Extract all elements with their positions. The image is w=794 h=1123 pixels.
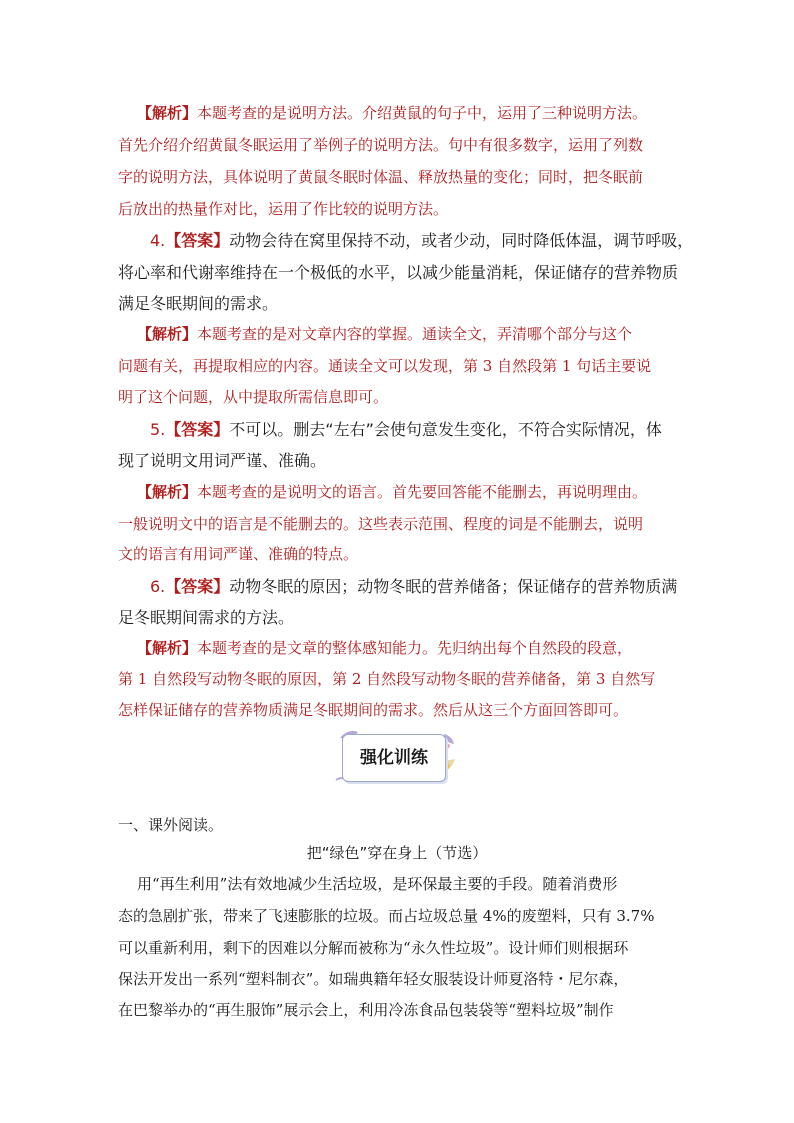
q4-analysis-line-3: 明了这个问题，从中提取所需信息即可。 xyxy=(118,388,389,406)
analysis-label: 【解析】 xyxy=(137,639,198,657)
q3-analysis-line-3: 字的说明方法，具体说明了黄鼠冬眠时体温、释放热量的变化；同时，把冬眠前 xyxy=(118,168,644,186)
q4-answer-line-2: 将心率和代谢率维持在一个极低的水平，以减少能量消耗，保证储存的营养物质 xyxy=(118,263,679,282)
q6-analysis-line-3: 怎样保证储存的营养物质满足冬眠期间的需求。然后从这三个方面回答即可。 xyxy=(118,701,629,719)
q4-answer-line-1: 4.【答案】动物会待在窝里保持不动，或者少动，同时降低体温，调节呼吸， xyxy=(150,231,694,250)
analysis-label: 【解析】 xyxy=(137,104,198,122)
q5-answer-line-1: 5.【答案】不可以。删去“左右”会使句意发生变化，不符合实际情况，体 xyxy=(150,420,662,439)
answer-label: 【答案】 xyxy=(165,577,230,596)
q4-analysis-line-2: 问题有关，再提取相应的内容。通读全文可以发现，第 3 自然段第 1 句话主要说 xyxy=(118,357,652,375)
article-paragraph-line-5: 在巴黎举办的“再生服饰”展示会上，利用冷冻食品包装袋等“塑料垃圾”制作 xyxy=(118,1001,614,1019)
q4-answer-line-3: 满足冬眠期间的需求。 xyxy=(118,294,279,313)
article-paragraph-line-4: 保法开发出一系列“塑料制衣”。如瑞典籍年轻女服装设计师夏洛特・尼尔森， xyxy=(118,970,629,988)
q3-analysis-line-4: 后放出的热量作对比，运用了作比较的说明方法。 xyxy=(118,200,449,218)
q4-analysis-line-1: 【解析】本题考查的是对文章内容的掌握。通读全文，弄清哪个部分与这个 xyxy=(137,325,633,343)
q3-analysis-line-1: 【解析】本题考查的是说明方法。介绍黄鼠的句子中，运用了三种说明方法。 xyxy=(137,104,648,122)
answer-label: 【答案】 xyxy=(165,231,230,250)
q5-analysis-line-3: 文的语言有用词严谨、准确的特点。 xyxy=(118,545,359,563)
analysis-label: 【解析】 xyxy=(137,325,198,343)
q5-analysis-line-1: 【解析】本题考查的是说明文的语言。首先要回答能不能删去，再说明理由。 xyxy=(137,483,648,501)
q6-analysis-line-2: 第 1 自然段写动物冬眠的原因，第 2 自然段写动物冬眠的营养储备，第 3 自然写 xyxy=(118,670,656,688)
article-title: 把“绿色”穿在身上（节选） xyxy=(306,844,488,862)
answer-label: 【答案】 xyxy=(165,420,230,439)
q6-answer-line-2: 足冬眠期间需求的方法。 xyxy=(118,608,295,627)
q6-answer-line-1: 6.【答案】动物冬眠的原因；动物冬眠的营养储备；保证储存的营养物质满 xyxy=(150,577,678,596)
banner-box xyxy=(342,734,446,782)
q6-analysis-line-1: 【解析】本题考查的是文章的整体感知能力。先归纳出每个自然段的段意， xyxy=(137,639,633,657)
article-paragraph-line-3: 可以重新利用，剩下的因难以分解而被称为“永久性垃圾”。设计师们则根据环 xyxy=(118,939,629,957)
q3-analysis-line-2: 首先介绍介绍黄鼠冬眠运用了举例子的说明方法。句中有很多数字，运用了列数 xyxy=(118,136,644,154)
analysis-label: 【解析】 xyxy=(137,483,198,501)
article-paragraph-line-2: 态的急剧扩张，带来了飞速膨胀的垃圾。而占垃圾总量 4%的废塑料，只有 3.7% xyxy=(118,907,655,925)
banner-title: 强化训练 xyxy=(360,748,428,768)
q5-analysis-line-2: 一般说明文中的语言是不能删去的。这些表示范围、程度的词是不能删去，说明 xyxy=(118,515,644,533)
article-paragraph-line-1: 用“再生利用”法有效地减少生活垃圾，是环保最主要的手段。随着消费形 xyxy=(137,875,618,893)
section-heading: 一、课外阅读。 xyxy=(118,816,224,834)
q5-answer-line-2: 现了说明文用词严谨、准确。 xyxy=(118,451,327,470)
